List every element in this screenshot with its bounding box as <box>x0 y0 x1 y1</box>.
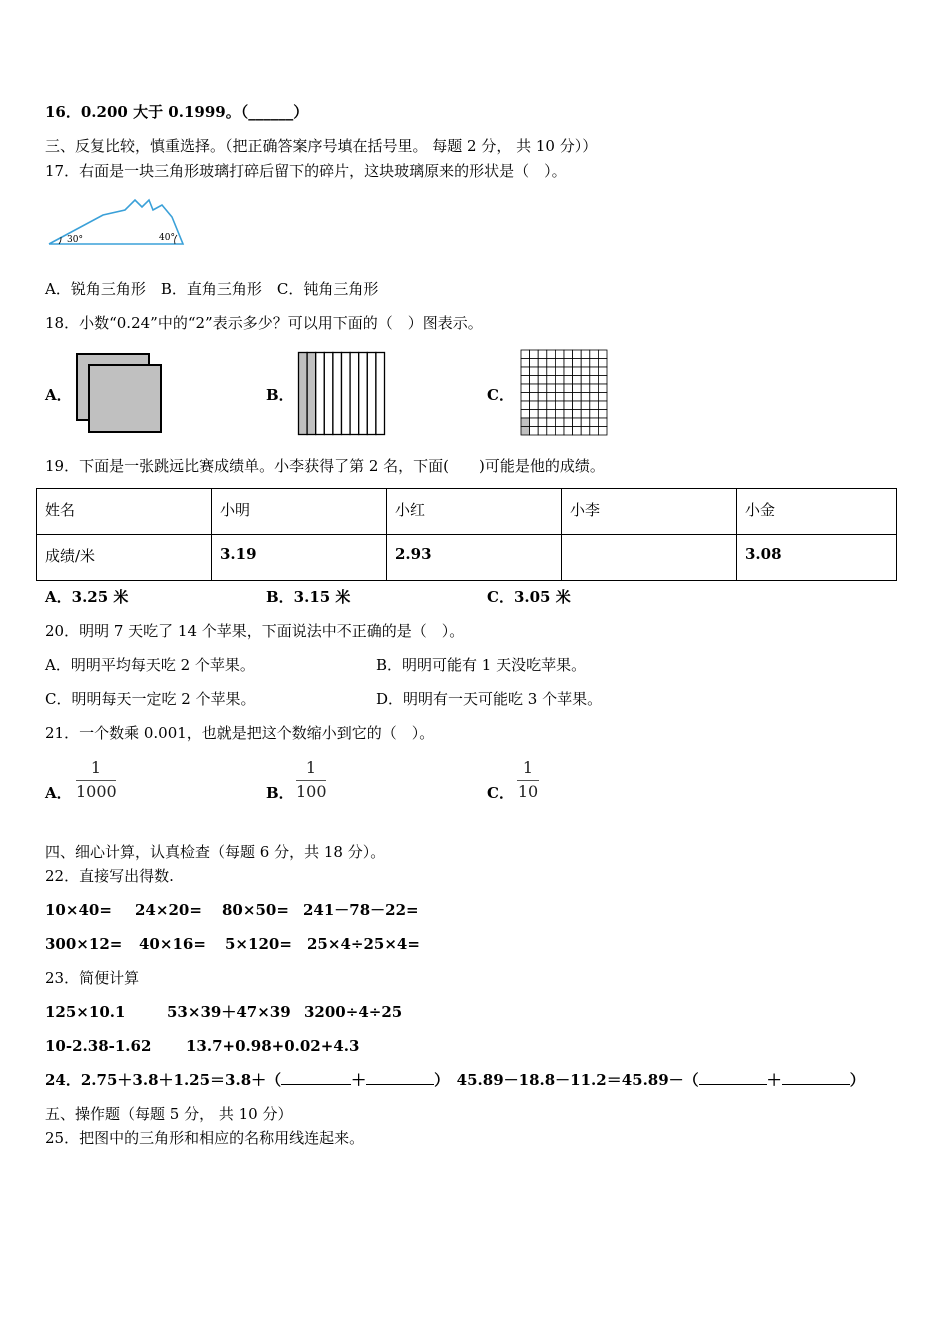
grid-cell <box>564 393 573 402</box>
grid-cell <box>564 376 573 385</box>
grid-cell <box>521 393 530 402</box>
grid-cell <box>581 359 590 368</box>
grid-cell <box>555 410 564 419</box>
q22-expression: 300×12= <box>45 935 123 953</box>
answer-blank[interactable] <box>366 1070 434 1085</box>
grid-cell <box>564 418 573 427</box>
table-cell: 3.08 <box>737 535 897 581</box>
section-3-title: 三、反复比较，慎重选择。（把正确答案序号填在括号里。 每题 2 分， 共 10 分）） <box>45 137 598 155</box>
grid-cell <box>547 410 556 419</box>
grid-cell <box>590 418 599 427</box>
q22-expression: 241－78－22= <box>303 901 419 919</box>
square-front <box>89 365 161 432</box>
q21-option-b-label: B． <box>266 784 294 802</box>
answer-blank[interactable] <box>699 1070 767 1085</box>
q18-option-c-label: C． <box>487 386 514 404</box>
fraction-bar <box>517 780 539 781</box>
grid-cell <box>590 410 599 419</box>
grid-cell <box>564 384 573 393</box>
fraction-bar <box>296 780 326 781</box>
grid-cell <box>581 410 590 419</box>
grid-cell <box>538 359 547 368</box>
grid-cell <box>538 401 547 410</box>
grid-cell <box>573 350 582 359</box>
grid-cell <box>598 367 607 376</box>
grid-cell <box>581 350 590 359</box>
q20-option-c: C．明明每天一定吃 2 个苹果。 <box>45 690 256 708</box>
grid-cell <box>573 376 582 385</box>
grid-cell <box>547 384 556 393</box>
grid-cell <box>538 350 547 359</box>
fraction-b-denominator: 100 <box>296 782 327 801</box>
grid-cell <box>564 367 573 376</box>
grid-cell <box>581 418 590 427</box>
grid-cell <box>564 359 573 368</box>
grid-cell <box>590 427 599 436</box>
grid-cell <box>590 393 599 402</box>
table-cell: 小李 <box>562 489 737 535</box>
grid-cell <box>547 401 556 410</box>
q23-expression: 125×10.1 <box>45 1003 126 1021</box>
q18-stem: 18．小数“0.24”中的“2”表示多少？可以用下面的（ ）图表示。 <box>45 314 483 332</box>
grid-cell <box>573 384 582 393</box>
grid-cell <box>573 367 582 376</box>
angle-right-label: 40° <box>159 233 175 243</box>
fraction-a-numerator: 1 <box>90 758 102 777</box>
fraction-bar <box>76 780 116 781</box>
grid-cell <box>530 427 539 436</box>
answer-blank[interactable] <box>281 1070 351 1085</box>
grid-cell <box>573 427 582 436</box>
grid-cell <box>530 393 539 402</box>
grid-cell <box>555 384 564 393</box>
grid-cell <box>538 376 547 385</box>
table-cell: 小红 <box>387 489 562 535</box>
grid-cell <box>590 350 599 359</box>
q22-expression: 10×40= <box>45 901 112 919</box>
grid-cell <box>538 393 547 402</box>
q21-stem: 21．一个数乘 0.001，也就是把这个数缩小到它的（ ）。 <box>45 724 435 742</box>
q22-stem: 22．直接写出得数. <box>45 867 174 885</box>
grid-cell <box>521 418 530 427</box>
q18-figure-b-ten-strips <box>297 351 386 436</box>
grid-cell <box>564 350 573 359</box>
grid-cell <box>530 384 539 393</box>
grid-cell <box>555 367 564 376</box>
strip-cell <box>350 353 359 435</box>
grid-cell <box>538 367 547 376</box>
strip-cell <box>299 353 308 435</box>
strip-cell <box>324 353 333 435</box>
fraction-c-denominator: 10 <box>517 782 539 801</box>
grid-cell <box>547 427 556 436</box>
grid-cell <box>573 393 582 402</box>
q23-stem: 23．简便计算 <box>45 969 140 987</box>
grid-cell <box>538 410 547 419</box>
grid-cell <box>581 376 590 385</box>
grid-cell <box>521 401 530 410</box>
grid-cell <box>564 410 573 419</box>
q17-options: A．锐角三角形 B．直角三角形 C．钝角三角形 <box>45 280 379 298</box>
grid-cell <box>573 418 582 427</box>
q21-option-a-label: A． <box>45 784 72 802</box>
fraction-a-denominator: 1000 <box>76 782 117 801</box>
q22-expression: 5×120= <box>225 935 292 953</box>
q17-stem: 17．右面是一块三角形玻璃打碎后留下的碎片，这块玻璃原来的形状是（ ）。 <box>45 162 567 180</box>
grid-cell <box>530 376 539 385</box>
table-cell <box>562 535 737 581</box>
score-table <box>36 488 897 581</box>
q24-part-1: 24．2.75＋3.8＋1.25＝3.8＋（ <box>45 1071 282 1089</box>
grid-cell <box>555 427 564 436</box>
grid-cell <box>530 418 539 427</box>
grid-cell <box>590 401 599 410</box>
q19-stem: 19．下面是一张跳远比赛成绩单。小李获得了第 2 名，下面( )可能是他的成绩。 <box>45 457 605 475</box>
q22-expression: 40×16= <box>139 935 206 953</box>
q25-stem: 25．把图中的三角形和相应的名称用线连起来。 <box>45 1129 365 1147</box>
grid-cell <box>590 367 599 376</box>
fraction-c-numerator: 1 <box>522 758 534 777</box>
table-cell: 小明 <box>212 489 387 535</box>
q19-option-c: C．3.05 米 <box>487 588 571 606</box>
grid-cell <box>538 427 547 436</box>
grid-cell <box>547 418 556 427</box>
q20-option-b: B．明明可能有 1 天没吃苹果。 <box>376 656 587 674</box>
table-header-row <box>37 489 897 535</box>
q24-plus-2: ＋ <box>766 1071 782 1089</box>
q24-plus-1: ＋ <box>351 1071 367 1089</box>
table-cell: 姓名 <box>37 489 212 535</box>
angle-left-label: 30° <box>67 235 83 245</box>
grid-cell <box>555 350 564 359</box>
grid-cell <box>590 384 599 393</box>
q23-expression: 53×39＋47×39 <box>167 1003 291 1021</box>
strip-cell <box>359 353 368 435</box>
fraction-b <box>296 758 326 802</box>
grid-cell <box>581 367 590 376</box>
grid-cell <box>547 359 556 368</box>
grid-cell <box>521 410 530 419</box>
grid-cell <box>530 410 539 419</box>
grid-cell <box>598 359 607 368</box>
q23-expression: 3200÷4÷25 <box>304 1003 403 1021</box>
grid-cell <box>530 350 539 359</box>
q20-option-d: D．明明有一天可能吃 3 个苹果。 <box>376 690 603 708</box>
grid-cell <box>581 427 590 436</box>
strip-cell <box>333 353 342 435</box>
grid-cell <box>598 401 607 410</box>
grid-cell <box>547 350 556 359</box>
q24-part-5: ） <box>849 1071 865 1089</box>
grid-cell <box>564 401 573 410</box>
grid-cell <box>530 401 539 410</box>
grid-cell <box>598 427 607 436</box>
q23-expression: 10-2.38-1.62 <box>45 1037 152 1055</box>
fraction-c <box>517 758 539 802</box>
strip-cell <box>342 353 351 435</box>
grid-cell <box>547 367 556 376</box>
grid-cell <box>555 401 564 410</box>
table-cell: 3.19 <box>212 535 387 581</box>
grid-cell <box>581 384 590 393</box>
grid-cell <box>555 376 564 385</box>
fraction-b-numerator: 1 <box>305 758 317 777</box>
grid-cell <box>581 401 590 410</box>
grid-cell <box>521 427 530 436</box>
section-4-title: 四、细心计算，认真检查（每题 6 分，共 18 分）。 <box>45 843 386 861</box>
grid-cell <box>598 393 607 402</box>
q24-line <box>45 1070 865 1090</box>
q18-option-b-label: B． <box>266 386 294 404</box>
glass-fragment-figure <box>45 195 187 247</box>
grid-cell <box>564 427 573 436</box>
grid-cell <box>590 359 599 368</box>
grid-cell <box>521 384 530 393</box>
table-cell: 成绩/米 <box>37 535 212 581</box>
grid-cell <box>521 350 530 359</box>
table-row <box>37 535 897 581</box>
q22-expression: 80×50= <box>222 901 289 919</box>
table-cell: 2.93 <box>387 535 562 581</box>
grid-cell <box>573 401 582 410</box>
grid-cell <box>555 393 564 402</box>
strip-cell <box>376 353 385 435</box>
q18-option-a-label: A． <box>45 386 72 404</box>
q16-text: 16．0.200 大于 0.1999。（______） <box>45 103 309 121</box>
grid-cell <box>547 393 556 402</box>
q18-figure-a-two-squares <box>76 353 164 435</box>
grid-cell <box>521 376 530 385</box>
q18-figure-c-hundred-grid <box>520 349 609 436</box>
grid-cell <box>598 376 607 385</box>
q23-expression: 13.7+0.98+0.02+4.3 <box>186 1037 360 1055</box>
fraction-a <box>76 758 116 802</box>
strip-cell <box>316 353 325 435</box>
strip-cell <box>307 353 316 435</box>
q21-option-c-label: C． <box>487 784 514 802</box>
q22-expression: 25×4÷25×4= <box>307 935 420 953</box>
q22-expression: 24×20= <box>135 901 202 919</box>
grid-cell <box>547 376 556 385</box>
grid-cell <box>590 376 599 385</box>
answer-blank[interactable] <box>782 1070 850 1085</box>
grid-cell <box>581 393 590 402</box>
grid-cell <box>598 418 607 427</box>
grid-cell <box>555 418 564 427</box>
grid-cell <box>530 359 539 368</box>
grid-cell <box>598 410 607 419</box>
grid-cell <box>598 384 607 393</box>
grid-cell <box>555 359 564 368</box>
grid-cell <box>521 367 530 376</box>
table-cell: 小金 <box>737 489 897 535</box>
strip-cell <box>367 353 376 435</box>
grid-cell <box>521 359 530 368</box>
grid-cell <box>598 350 607 359</box>
section-5-title: 五、操作题（每题 5 分， 共 10 分） <box>45 1105 293 1123</box>
q19-option-a: A．3.25 米 <box>45 588 129 606</box>
right-angle-arc <box>175 235 177 244</box>
q19-option-b: B．3.15 米 <box>266 588 351 606</box>
q24-part-3: ） 45.89－18.8－11.2＝45.89－（ <box>434 1071 699 1089</box>
q20-stem: 20．明明 7 天吃了 14 个苹果，下面说法中不正确的是（ ）。 <box>45 622 465 640</box>
grid-cell <box>530 367 539 376</box>
q20-option-a: A．明明平均每天吃 2 个苹果。 <box>45 656 255 674</box>
grid-cell <box>538 384 547 393</box>
grid-cell <box>573 410 582 419</box>
grid-cell <box>538 418 547 427</box>
grid-cell <box>573 359 582 368</box>
